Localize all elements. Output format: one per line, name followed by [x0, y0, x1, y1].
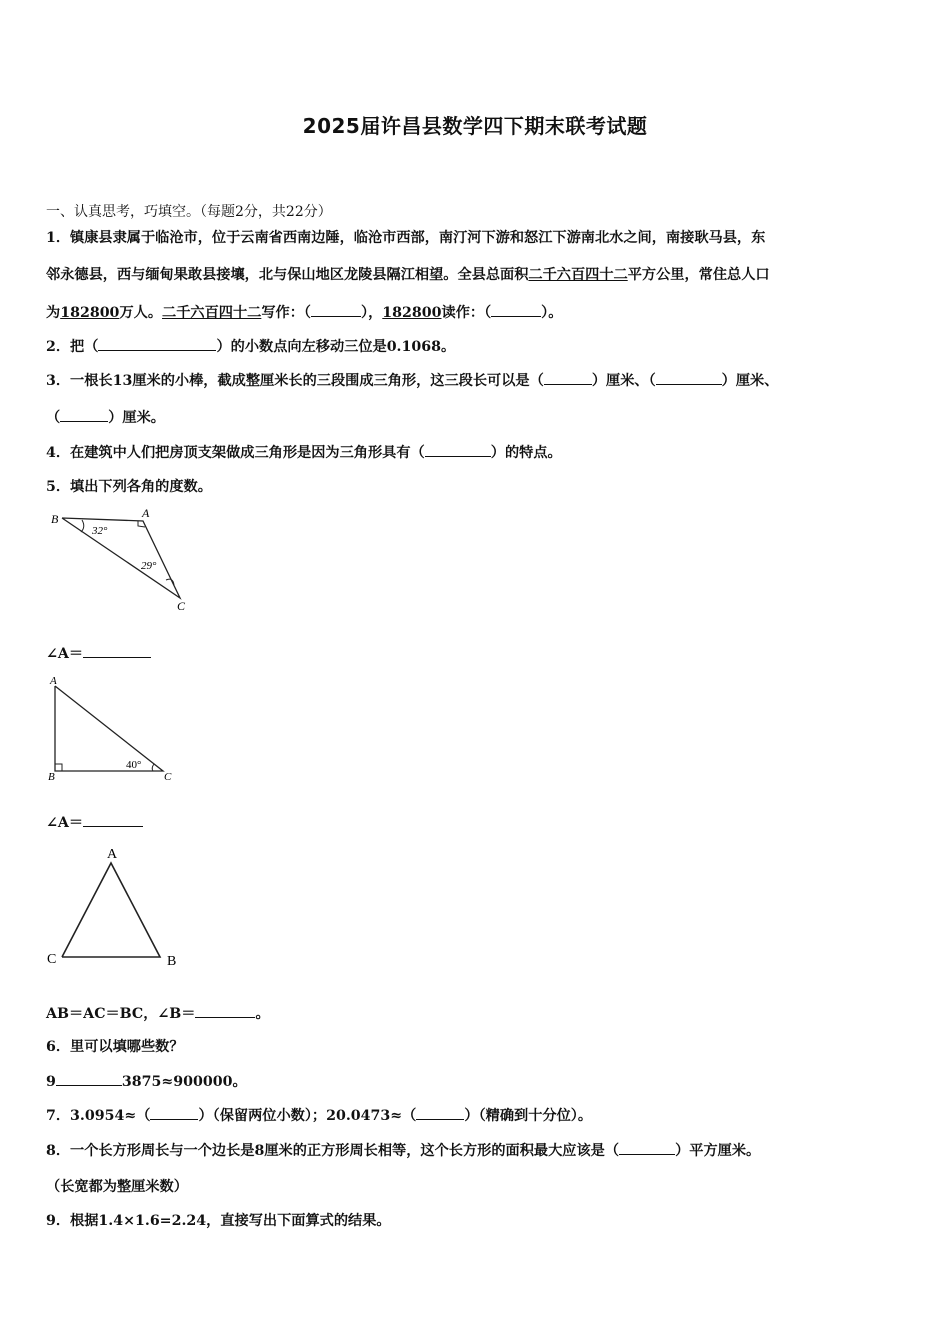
answer-blank[interactable] — [150, 1105, 198, 1120]
triangle-figure-1 — [46, 505, 206, 615]
question-1-line-2: 邻永德县，西与缅甸果敢县接壤，北与保山地区龙陵县隔江相望。全县总面积二千六百四十二平方公里，常住总人口 — [46, 267, 770, 283]
question-3-line-2: （ ）厘米。 — [46, 407, 906, 428]
answer-blank[interactable] — [311, 302, 361, 317]
vertex-label-b: B — [51, 512, 59, 526]
question-8-note: （长宽都为整厘米数） — [46, 1179, 188, 1195]
vertex-label-a: A — [142, 506, 150, 520]
right-angle-mark-b — [55, 764, 62, 771]
question-9: 9．根据1.4×1.6=2.24，直接写出下面算式的结果。 — [46, 1213, 391, 1229]
triangle-figure-2 — [46, 672, 186, 784]
vertex-label-c: C — [47, 952, 57, 967]
question-3-line-1: 3．一根长13厘米的小棒，截成整厘米长的三段围成三角形，这三段长可以是（ ）厘米、（ ）厘米、 — [46, 370, 906, 391]
question-2: 2．把（ ）的小数点向左移动三位是0.1068。 — [46, 336, 906, 357]
question-6-expression: 9 3875≈900000。 — [46, 1071, 906, 1092]
answer-blank[interactable] — [491, 302, 541, 317]
question-8: 8．一个长方形周长与一个边长是8厘米的正方形周长相等，这个长方形的面积最大应该是（ ）平方厘米。 — [46, 1140, 906, 1161]
answer-blank[interactable] — [619, 1140, 675, 1155]
angle-arc-b — [81, 520, 84, 532]
answer-line-3: AB＝AC＝BC，∠B＝ 。 — [46, 1003, 906, 1024]
page-title: 2025届许昌县数学四下期末联考试题 — [302, 114, 648, 138]
angle-label-29: 29° — [141, 560, 157, 572]
question-5: 5．填出下列各角的度数。 — [46, 479, 212, 495]
answer-line-1: ∠A＝ — [46, 643, 906, 664]
answer-blank[interactable] — [425, 442, 491, 457]
vertex-label-c: C — [164, 771, 172, 783]
answer-line-2: ∠A＝ — [46, 812, 906, 833]
answer-blank[interactable] — [195, 1003, 255, 1018]
question-4: 4．在建筑中人们把房顶支架做成三角形是因为三角形具有（ ）的特点。 — [46, 442, 906, 463]
triangle-figure-3 — [42, 840, 192, 975]
vertex-label-c: C — [177, 599, 186, 613]
vertex-label-b: B — [48, 771, 55, 783]
angle-arc-c — [152, 764, 154, 771]
triangle-1-outline — [62, 518, 180, 598]
vertex-label-a: A — [107, 847, 118, 862]
vertex-label-b: B — [167, 954, 177, 969]
question-1-line-3: 为182800万人。二千六百四十二写作：（ ），182800读作：（ ）。 — [46, 302, 906, 323]
question-6: 6．里可以填哪些数？ — [46, 1039, 184, 1055]
angle-label-32: 32° — [92, 525, 108, 537]
answer-blank[interactable] — [56, 1071, 122, 1086]
answer-blank[interactable] — [60, 407, 108, 422]
vertex-label-a: A — [50, 675, 57, 687]
answer-blank[interactable] — [656, 370, 722, 385]
answer-blank[interactable] — [416, 1105, 464, 1120]
answer-blank[interactable] — [98, 336, 216, 351]
section-heading: 一、认真思考，巧填空。（每题2分，共22分） — [46, 204, 332, 220]
question-7: 7．3.0954≈（ ）（保留两位小数）；20.0473≈（ ）（精确到十分位）。 — [46, 1105, 906, 1126]
answer-blank[interactable] — [83, 643, 151, 658]
answer-blank[interactable] — [544, 370, 592, 385]
triangle-3-outline — [62, 863, 160, 957]
answer-blank[interactable] — [83, 812, 143, 827]
triangle-2-outline — [55, 686, 163, 771]
question-1-line-1: 1．镇康县隶属于临沧市，位于云南省西南边陲，临沧市西部，南汀河下游和怒江下游南北水之间，南接耿马县，东 — [46, 230, 766, 246]
angle-label-40: 40° — [126, 759, 142, 771]
